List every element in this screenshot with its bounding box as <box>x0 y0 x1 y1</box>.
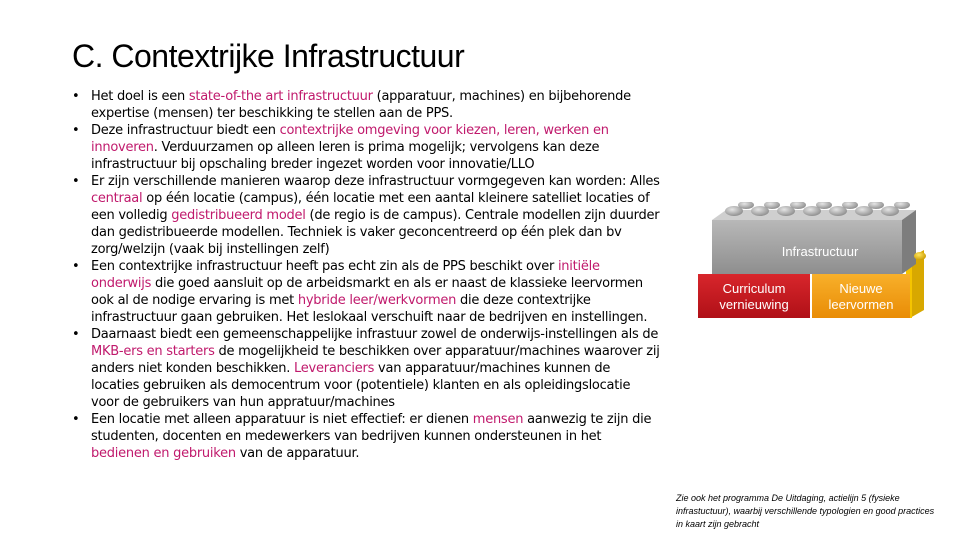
highlighted-text: centraal <box>91 191 143 206</box>
footnote: Zie ook het programma De Uitdaging, actielijn 5 (fysieke infrastuctuur), waarbij verschillende typologien en good practices in kaart zijn gebracht <box>676 493 935 529</box>
lego-bricks-illustration <box>694 202 932 330</box>
bullet-text: (de regio is de campus). Centrale modellen zijn duurder dan gedistribueerde modellen. Techniek is vaker geconcentreerd op één plek dan bv zorg/welzijn (vaak bij instellingen zelf) <box>91 208 660 257</box>
bullet-text: (apparatuur, machines) en bijbehorende expertise (mensen) ter beschikking te stellen aan de PPS. <box>91 89 631 121</box>
highlighted-text: Leveranciers <box>294 361 375 376</box>
highlighted-text: gedistribueerd model <box>171 208 306 223</box>
bullet-text: die deze contextrijke infrastructuur gaan gebruiken. Het leslokaal verschuift naar de bedrijven en instellingen. <box>91 293 648 325</box>
bullet-text: Het doel is een <box>91 89 189 104</box>
bullet-text: van apparatuur/machines kunnen de locaties gebruiken als democentrum voor (potentiele) klanten en als opleidingslocatie voor de gebruikers van hun appratuur/machines <box>91 361 631 410</box>
leervormen-label-line2: leervormen <box>828 297 894 312</box>
highlighted-text: mensen <box>472 412 524 427</box>
bullet-item <box>72 411 660 462</box>
gray-brick-infrastructuur <box>712 202 916 274</box>
bullet-list <box>72 88 660 462</box>
bullet-text: . Verduurzamen op alleen leren is prima mogelijk; vervolgens kan deze infrastructuur bij opschaling breder ingezet worden voor innovatie/LLO <box>91 140 600 172</box>
bullet-item <box>72 258 660 326</box>
bullet-text: Er zijn verschillende manieren waarop deze infrastructuur vormgegeven kan worden: Alles <box>91 174 660 189</box>
highlighted-text: initiële onderwijs <box>91 259 600 291</box>
bullet-text: die goed aansluit op de arbeidsmarkt en als er naast de klassieke leervormen ook al de nodige ervaring is met <box>91 276 643 308</box>
bullet-item <box>72 122 660 173</box>
highlighted-text: MKB-ers en starters <box>91 344 215 359</box>
orange-brick-leervormen <box>812 274 910 318</box>
highlighted-text: hybride leer/werkvormen <box>297 293 457 308</box>
bullet-text: Deze infrastructuur biedt een <box>91 123 280 138</box>
curriculum-label-line2: vernieuwing <box>719 297 789 312</box>
curriculum-label-line1: Curriculum <box>722 281 786 296</box>
page-title: C. Contextrijke Infrastructuur <box>72 38 465 74</box>
bullet-text: op één locatie (campus), één locatie met een aantal kleinere satelliet locaties of een volledig <box>91 191 650 223</box>
highlighted-text: contextrijke omgeving voor kiezen, leren, werken en innoveren <box>91 123 609 155</box>
bullet-text: Daarnaast biedt een gemeenschappelijke infrastuur zowel de onderwijs-instellingen als de <box>91 327 659 342</box>
yellow-brick-studs <box>914 252 926 260</box>
bullet-text: Een contextrijke infrastructuur heeft pas echt zin als de PPS beschikt over <box>91 259 558 274</box>
highlighted-text: bedienen en gebruiken <box>91 446 236 461</box>
bullet-item <box>72 173 660 258</box>
bullet-text: aanwezig te zijn die studenten, docenten en medewerkers van bedrijven kunnen ondersteunen in het <box>91 412 652 444</box>
bullet-item <box>72 88 660 122</box>
bullet-text: Een locatie met alleen apparatuur is niet effectief: er dienen <box>91 412 473 427</box>
leervormen-label-line1: Nieuwe <box>839 281 883 296</box>
highlighted-text: state-of-the art infrastructuur <box>188 89 373 104</box>
bullet-text: van de apparatuur. <box>235 446 360 461</box>
bullet-item <box>72 326 660 411</box>
bullet-text: de mogelijkheid te beschikken over apparatuur/machines waarover zij anders niet konden beschikken. <box>91 344 660 376</box>
red-brick-curriculum <box>698 274 810 318</box>
infrastructuur-label: Infrastructuur <box>781 244 859 259</box>
